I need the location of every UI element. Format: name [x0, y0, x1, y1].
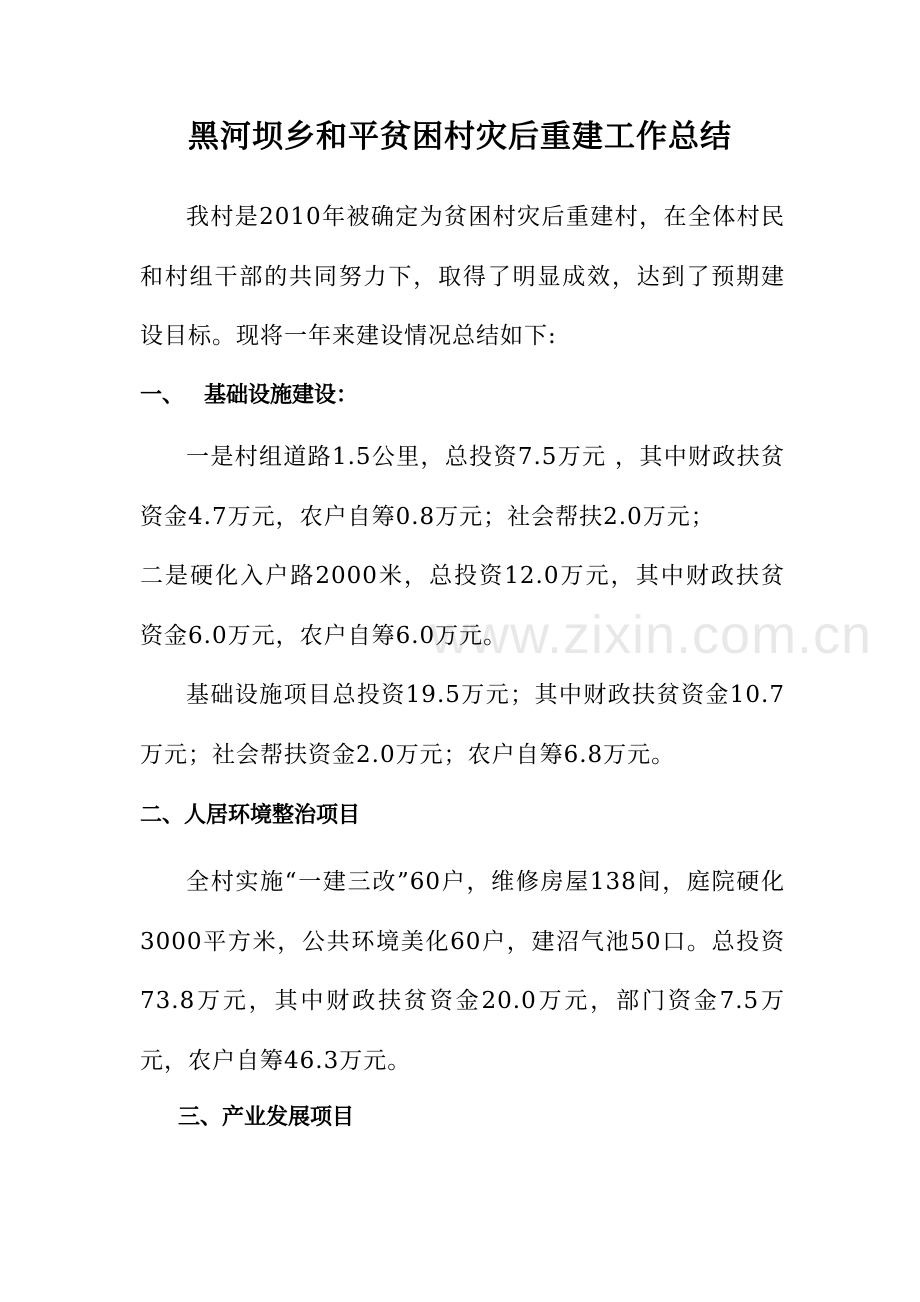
section-2-heading: 二、人居环境整治项目 [140, 803, 361, 828]
section-3-heading: 三、产业发展项目 [178, 1105, 355, 1130]
section-1-paragraph-summary: 基础设施项目总投资19.5万元；其中财政扶贫资金10.7万元；社会帮扶资金2.0万元；农户自筹6.8万元。 [140, 682, 785, 768]
section-1-paragraph-roads: 一是村组道路1.5公里，总投资7.5万元 ，其中财政扶贫资金4.7万元，农户自筹0.8万元；社会帮扶2.0万元； [140, 444, 785, 530]
section-1-heading [140, 376, 358, 416]
intro-paragraph: 我村是2010年被确定为贫困村灾后重建村，在全体村民和村组干部的共同努力下，取得了明显成效，达到了预期建设目标。现将一年来建设情况总结如下: [140, 204, 785, 349]
section-1-title: 基础设施建设： [204, 383, 359, 408]
section-2-block [140, 853, 785, 1091]
document-title: 黑河坝乡和平贫困村灾后重建工作总结 [188, 119, 732, 155]
intro-block [140, 188, 785, 367]
section-2-paragraph: 全村实施“一建三改”60户，维修房屋138间，庭院硬化3000平方米，公共环境美化60户，建沼气池50口。总投资73.8万元，其中财政扶贫资金20.0万元，部门资金7.5万元，农户自筹46.3万元。 [140, 869, 785, 1074]
section-1-paragraph-paths: 二是硬化入户路2000米，总投资12.0万元，其中财政扶贫资金6.0万元，农户自筹6.0万元。 [140, 563, 785, 649]
watermark-text: www.zixin.com.cn [430, 605, 873, 665]
section-1-number: 一、 [140, 383, 185, 408]
